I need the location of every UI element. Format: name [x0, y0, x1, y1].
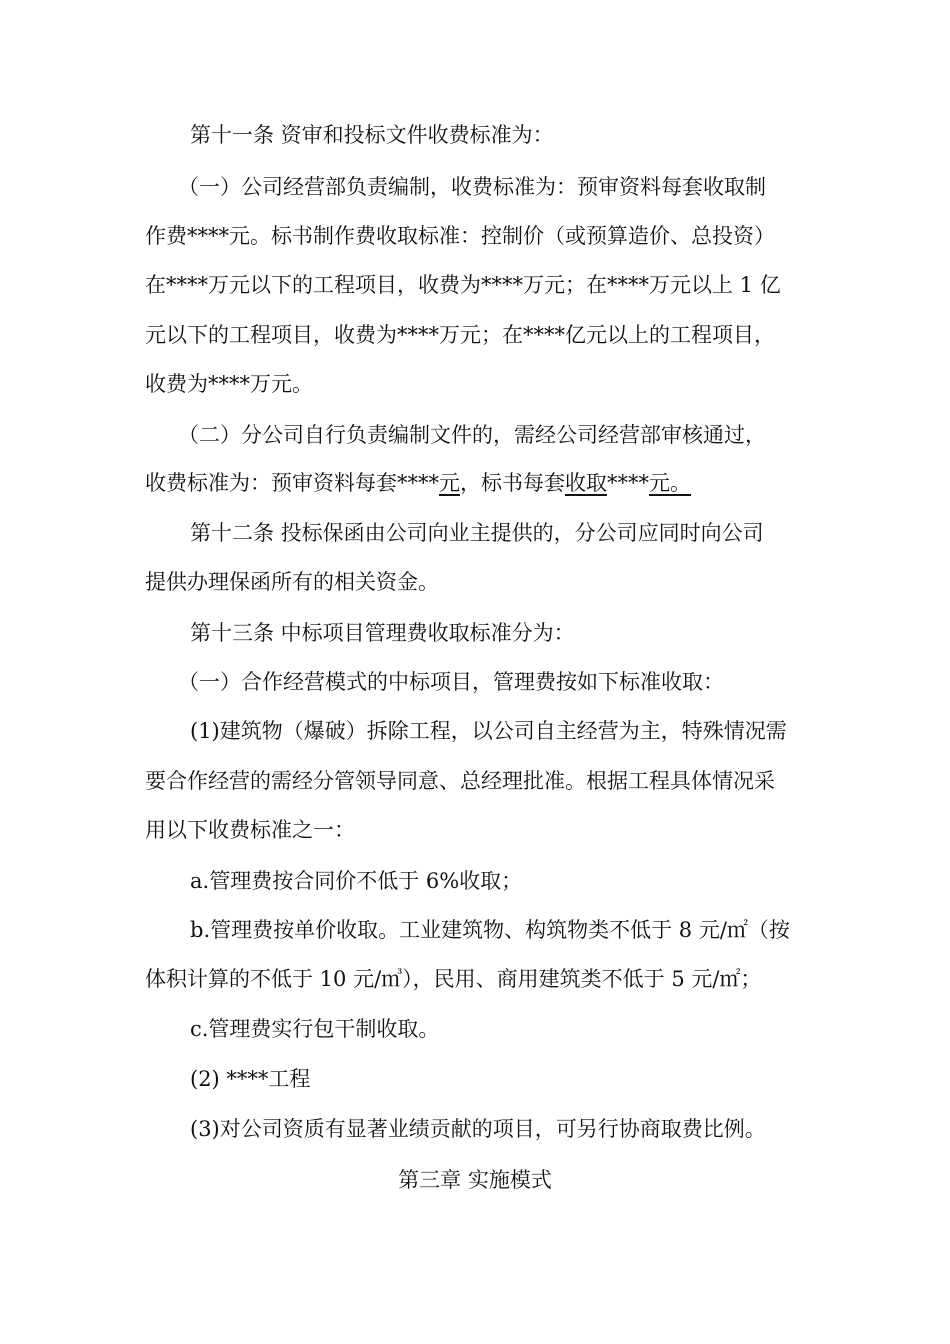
list-item-3: (3)对公司资质有显著业绩贡献的项目，可另行协商取费比例。: [190, 1117, 766, 1141]
paragraph-line: 要合作经营的需经分管领导同意、总经理批准。根据工程具体情况采: [145, 769, 775, 793]
paragraph-line: （一）合作经营模式的中标项目，管理费按如下标准收取：: [178, 670, 724, 694]
paragraph-line: （一）公司经营部负责编制，收费标准为：预审资料每套收取制: [178, 175, 766, 199]
list-item-a: a.管理费按合同价不低于 6%收取；: [190, 869, 523, 893]
paragraph-line: (1)建筑物（爆破）拆除工程，以公司自主经营为主，特殊情况需: [190, 719, 787, 743]
paragraph-line: 在****万元以下的工程项目，收费为****万元；在****万元以上 1 亿: [145, 273, 781, 297]
underlined-text: 元: [439, 471, 460, 495]
list-item-b: b.管理费按单价收取。工业建筑物、构筑物类不低于 8 元/㎡（按: [190, 918, 790, 942]
text-run: ，标书每套: [460, 471, 565, 495]
text-run: 收费标准为：预审资料每套****: [145, 471, 439, 495]
paragraph-line: 用以下收费标准之一：: [145, 818, 355, 842]
list-item-c: c.管理费实行包干制收取。: [190, 1017, 440, 1041]
text-run: ****: [607, 471, 649, 495]
underlined-text: 收取: [565, 471, 607, 495]
chapter-heading: 第三章 实施模式: [398, 1168, 552, 1192]
paragraph-line: [145, 468, 810, 498]
article-12-heading: 第十二条 投标保函由公司向业主提供的，分公司应同时向公司: [190, 521, 764, 545]
paragraph-line: 作费****元。标书制作费收取标准：控制价（或预算造价、总投资）: [145, 224, 775, 248]
article-11-heading: 第十一条 资审和投标文件收费标准为：: [190, 123, 554, 147]
paragraph-line: 体积计算的不低于 10 元/㎥），民用、商用建筑类不低于 5 元/㎡；: [145, 967, 762, 991]
article-13-heading: 第十三条 中标项目管理费收取标准分为：: [190, 621, 575, 645]
paragraph-line: 元以下的工程项目，收费为****万元；在****亿元以上的工程项目，: [145, 323, 775, 347]
paragraph-line: （二）分公司自行负责编制文件的，需经公司经营部审核通过，: [178, 423, 766, 447]
list-item-2: (2) ****工程: [190, 1067, 311, 1091]
paragraph-line: 收费为****万元。: [145, 372, 313, 396]
underlined-text: 元。: [649, 471, 691, 495]
paragraph-line: 提供办理保函所有的相关资金。: [145, 570, 439, 594]
